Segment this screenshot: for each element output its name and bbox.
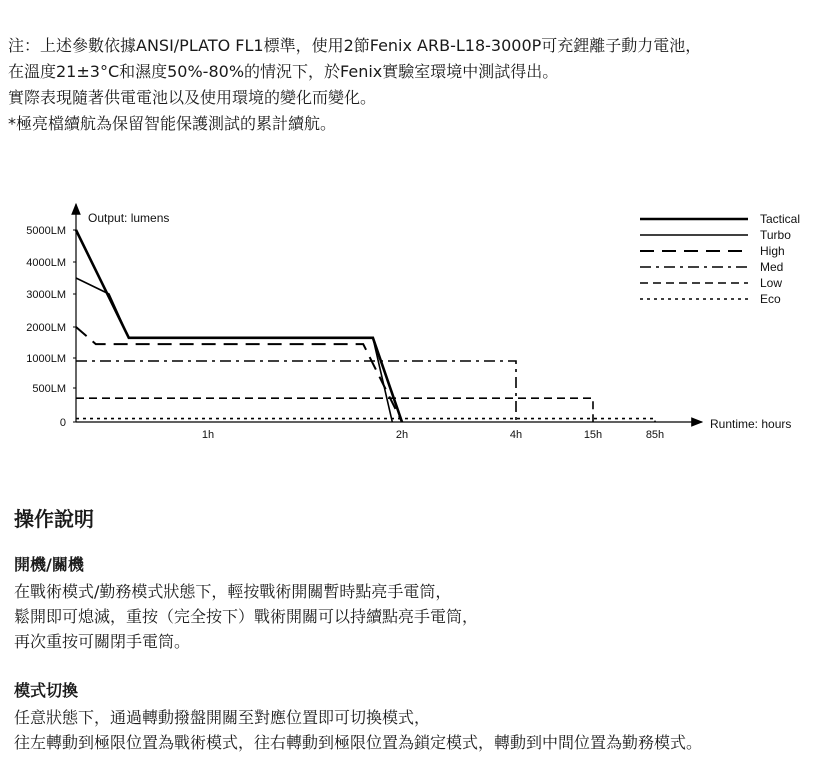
y-tick-label: 5000LM	[26, 225, 66, 237]
y-tick-label: 2000LM	[26, 322, 66, 334]
y-tick-label: 1000LM	[26, 353, 66, 365]
test-notes	[8, 33, 824, 137]
on-off-line-2: 鬆開即可熄滅，重按（完全按下）戰術開關可以持續點亮手電筒，	[14, 607, 479, 626]
legend-label-tactical: Tactical	[760, 212, 801, 226]
chart-legend	[640, 212, 800, 306]
series-line-tactical	[76, 230, 402, 422]
runtime-chart	[0, 196, 830, 456]
on-off-section	[14, 553, 826, 654]
chart-series	[76, 230, 655, 422]
x-tick-label: 2h	[395, 429, 409, 441]
x-axis-label: Runtime: hours	[710, 417, 792, 431]
section-title: 操作說明	[14, 507, 94, 531]
x-tick-label: 15h	[583, 429, 603, 441]
x-tick-label: 85h	[645, 429, 665, 441]
on-off-line-1: 在戰術模式/勤務模式狀態下，輕按戰術開關暫時點亮手電筒，	[14, 582, 452, 601]
y-tick-label: 500LM	[32, 383, 66, 395]
note-line-1: 注：上述參數依據ANSI/PLATO FL1標準，使用2節Fenix ARB-L18-3000P可充鋰離子動力電池，	[8, 36, 702, 55]
series-line-med	[76, 361, 516, 422]
note-line-3: 實際表現隨著供電電池以及使用環境的變化而變化。	[8, 88, 377, 107]
series-line-turbo	[76, 278, 392, 422]
mode-switch-section	[14, 679, 826, 755]
legend-label-high: High	[760, 244, 785, 258]
y-tick-label: 0	[59, 417, 66, 429]
note-line-2: 在溫度21±3°C和濕度50%-80%的情況下，於Fenix實驗室環境中測試得出。	[8, 62, 559, 81]
on-off-line-3: 再次重按可關閉手電筒。	[14, 632, 191, 651]
y-tick-labels	[26, 225, 76, 429]
note-line-4: *極亮檔續航為保留智能保護測試的累計續航。	[8, 114, 337, 133]
x-tick-label: 1h	[201, 429, 215, 441]
on-off-title: 開機/關機	[14, 555, 84, 574]
y-tick-label: 3000LM	[26, 289, 66, 301]
legend-label-low: Low	[760, 276, 783, 290]
series-line-high	[76, 327, 402, 422]
mode-switch-line-2: 往左轉動到極限位置為戰術模式，往右轉動到極限位置為鎖定模式，轉動到中間位置為勤務模式。	[14, 733, 703, 752]
legend-label-eco: Eco	[760, 292, 781, 306]
mode-switch-title: 模式切換	[14, 681, 79, 700]
legend-label-med: Med	[760, 260, 784, 274]
chart-axes	[76, 204, 702, 422]
x-tick-labels	[202, 429, 664, 441]
legend-label-turbo: Turbo	[760, 228, 791, 242]
x-tick-label: 4h	[509, 429, 523, 441]
y-axis-label: Output: lumens	[88, 211, 170, 225]
y-tick-label: 4000LM	[26, 257, 66, 269]
mode-switch-line-1: 任意狀態下，通過轉動撥盤開關至對應位置即可切換模式，	[14, 708, 431, 727]
